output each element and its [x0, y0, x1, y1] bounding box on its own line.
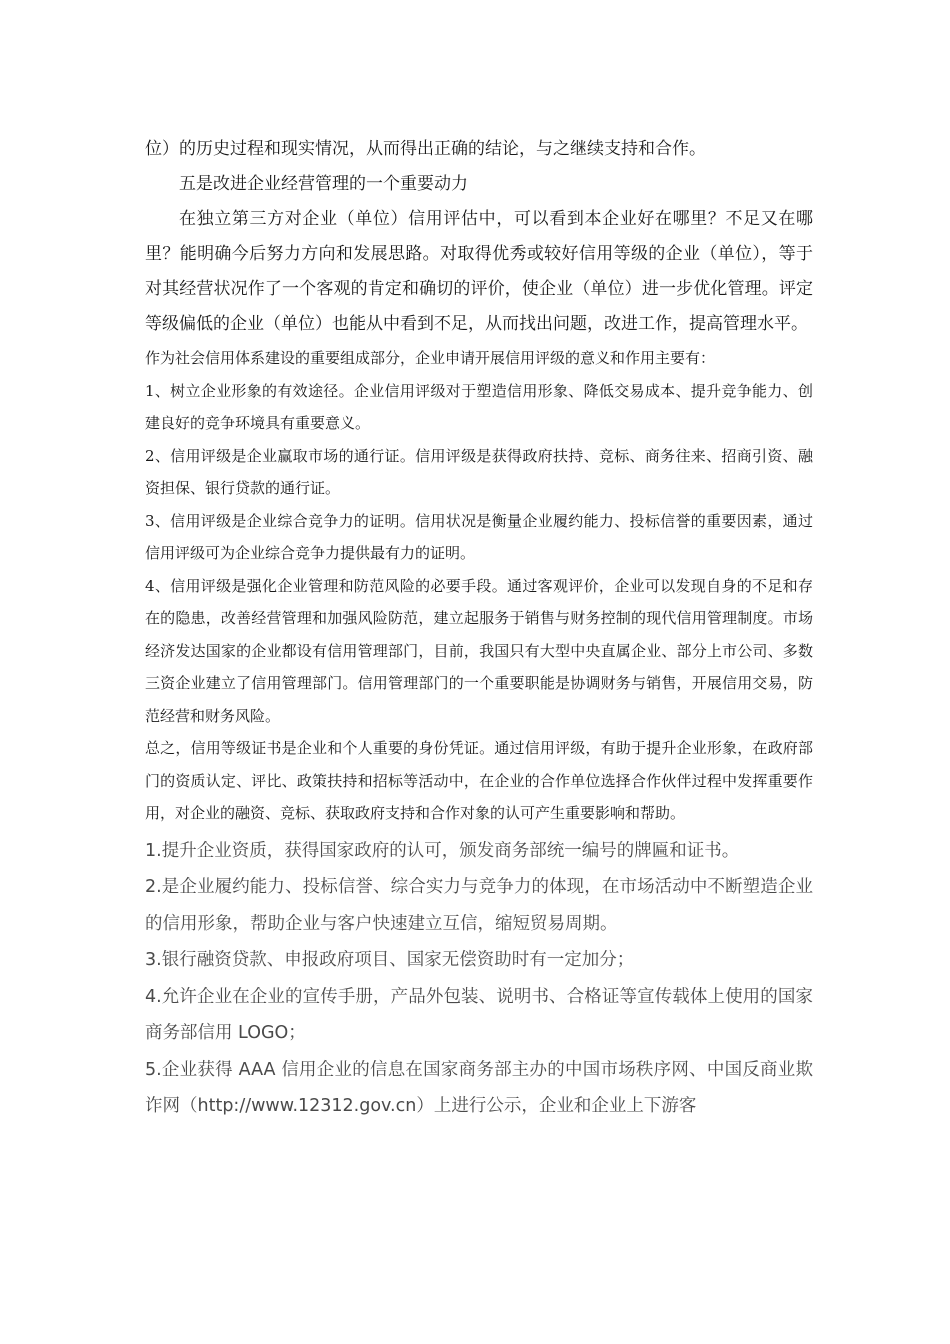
list-item-3: 3、信用评级是企业综合竞争力的证明。信用状况是衡量企业履约能力、投标信誉的重要因素，通过信用评级可为企业综合竞争力提供最有力的证明。: [145, 511, 813, 562]
list-item-4: 4、信用评级是强化企业管理和防范风险的必要手段。通过客观评价，企业可以发现自身的不足和存在的隐患，改善经营管理和加强风险防范，建立起服务于销售与财务控制的现代信用管理制度。市场经济发达国家的企业都设有信用管理部门，目前，我国只有大型中央直属企业、部分上市公司、多数三资企业建立了信用管理部门。信用管理部门的一个重要职能是协调财务与销售，开展信用交易，防范经营和财务风险。: [145, 576, 813, 725]
paragraph-evaluation: 在独立第三方对企业（单位）信用评估中，可以看到本企业好在哪里？不足又在哪里？能明确今后努力方向和发展思路。对取得优秀或较好信用等级的企业（单位），等于对其经营状况作了一个客观的肯定和确切的评价，使企业（单位）进一步优化管理。评定等级偏低的企业（单位）也能从中看到不足，从而找出问题，改进工作，提高管理水平。: [145, 209, 813, 334]
list-item-2: 2、信用评级是企业赢取市场的通行证。信用评级是获得政府扶持、竞标、商务往来、招商引资、融资担保、银行贷款的通行证。: [145, 446, 813, 497]
benefit-item-1: 1.提升企业资质，获得国家政府的认可，颁发商务部统一编号的牌匾和证书。: [145, 840, 740, 861]
paragraph-intro: 作为社会信用体系建设的重要组成部分，企业申请开展信用评级的意义和作用主要有：: [145, 349, 716, 367]
paragraph-summary: 总之，信用等级证书是企业和个人重要的身份凭证。通过信用评级，有助于提升企业形象，在政府部门的资质认定、评比、政策扶持和招标等活动中，在企业的合作单位选择合作伙伴过程中发挥重要作用，对企业的融资、竞标、获取政府支持和合作对象的认可产生重要影响和帮助。: [145, 739, 813, 822]
list-item-1: 1、树立企业形象的有效途径。企业信用评级对于塑造信用形象、降低交易成本、提升竞争能力、创建良好的竞争环境具有重要意义。: [145, 381, 813, 432]
benefit-item-3: 3.银行融资贷款、申报政府项目、国家无偿资助时有一定加分；: [145, 950, 635, 970]
section-heading: 五是改进企业经营管理的一个重要动力: [179, 174, 468, 194]
benefit-item-2: 2.是企业履约能力、投标信誉、综合实力与竞争力的体现，在市场活动中不断塑造企业的信用形象，帮助企业与客户快速建立互信，缩短贸易周期。: [145, 877, 813, 934]
document-body: [145, 132, 813, 1125]
benefit-item-5: 5.企业获得 AAA 信用企业的信息在国家商务部主办的中国市场秩序网、中国反商业欺诈网（http://www.12312.gov.cn）上进行公示，企业和企业上下游客: [145, 1059, 813, 1116]
benefit-item-4: 4.允许企业在企业的宣传手册，产品外包装、说明书、合格证等宣传载体上使用的国家商务部信用 LOGO；: [145, 986, 813, 1043]
paragraph-continuation: 位）的历史过程和现实情况，从而得出正确的结论，与之继续支持和合作。: [145, 139, 706, 159]
